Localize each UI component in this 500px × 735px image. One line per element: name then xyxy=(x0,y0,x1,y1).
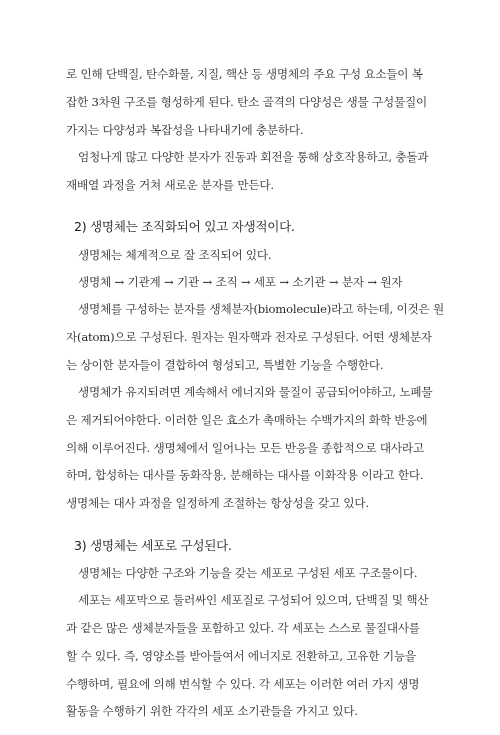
body-text-line: 생명체 → 기관계 → 기관 → 조직 → 세포 → 소기관 → 분자 → 원자 xyxy=(78,275,403,289)
body-text-line: 자(atom)으로 구성된다. 원자는 원자핵과 전자로 구성된다. 어떤 생체분자 xyxy=(66,330,432,344)
body-text-line: 하며, 합성하는 대사를 동화작용, 분해하는 대사를 이화작용 이라고 한다. xyxy=(66,468,424,482)
section-heading: 3) 생명체는 세포로 구성된다. xyxy=(74,538,232,553)
body-text-line: 생명체는 대사 과정을 일정하게 조절하는 항상성을 갖고 있다. xyxy=(66,496,369,510)
body-text-line: 재배열 과정을 거쳐 새로운 분자를 만든다. xyxy=(66,178,274,192)
body-text-line: 수행하며, 필요에 의해 번식할 수 있다. 각 세포는 이러한 여러 가지 생명 xyxy=(66,677,420,691)
section-heading: 2) 생명체는 조직화되어 있고 자생적이다. xyxy=(74,219,295,234)
body-text-line: 는 상이한 분자들이 결합하여 형성되고, 특별한 기능을 수행한다. xyxy=(66,358,384,372)
body-text-line: 잡한 3차원 구조를 형성하게 된다. 탄소 골격의 다양성은 생물 구성물질이 xyxy=(66,95,428,109)
body-text-line: 로 인해 단백질, 탄수화물, 지질, 핵산 등 생명체의 주요 구성 요소들이 복 xyxy=(66,67,423,81)
body-text-line: 과 같은 많은 생체분자들을 포함하고 있다. 각 세포는 스스로 물질대사를 xyxy=(66,621,420,635)
body-text-line: 엄청나게 많고 다양한 분자가 진동과 회전을 통해 상호작용하고, 충돌과 xyxy=(78,150,429,164)
body-text-line: 생명체를 구성하는 분자를 생체분자(biomolecule)라고 하는데, 이것은 원 xyxy=(78,302,445,316)
body-text-line: 활동을 수행하기 위한 각각의 세포 소기관들을 가지고 있다. xyxy=(66,704,358,718)
body-text-line: 생명체가 유지되려면 계속해서 에너지와 물질이 공급되어야하고, 노폐물 xyxy=(78,385,433,399)
body-text-line: 세포는 세포막으로 둘러싸인 세포질로 구성되어 있으며, 단백질 및 핵산 xyxy=(78,593,429,607)
body-text-line: 은 제거되어야한다. 이러한 일은 효소가 촉매하는 수백가지의 화학 반응에 xyxy=(66,413,428,427)
body-text-line: 생명체는 체계적으로 잘 조직되어 있다. xyxy=(78,248,272,262)
body-text-line: 의해 이루어진다. 생명체에서 일어나는 모든 반응을 종합적으로 대사라고 xyxy=(66,441,424,455)
body-text-line: 할 수 있다. 즉, 영양소를 받아들여서 에너지로 전환하고, 고유한 기능을 xyxy=(66,649,416,663)
body-text-line: 가지는 다양성과 복잡성을 나타내기에 충분하다. xyxy=(66,123,304,137)
body-text-line: 생명체는 다양한 구조와 기능을 갖는 세포로 구성된 세포 구조물이다. xyxy=(78,566,418,580)
